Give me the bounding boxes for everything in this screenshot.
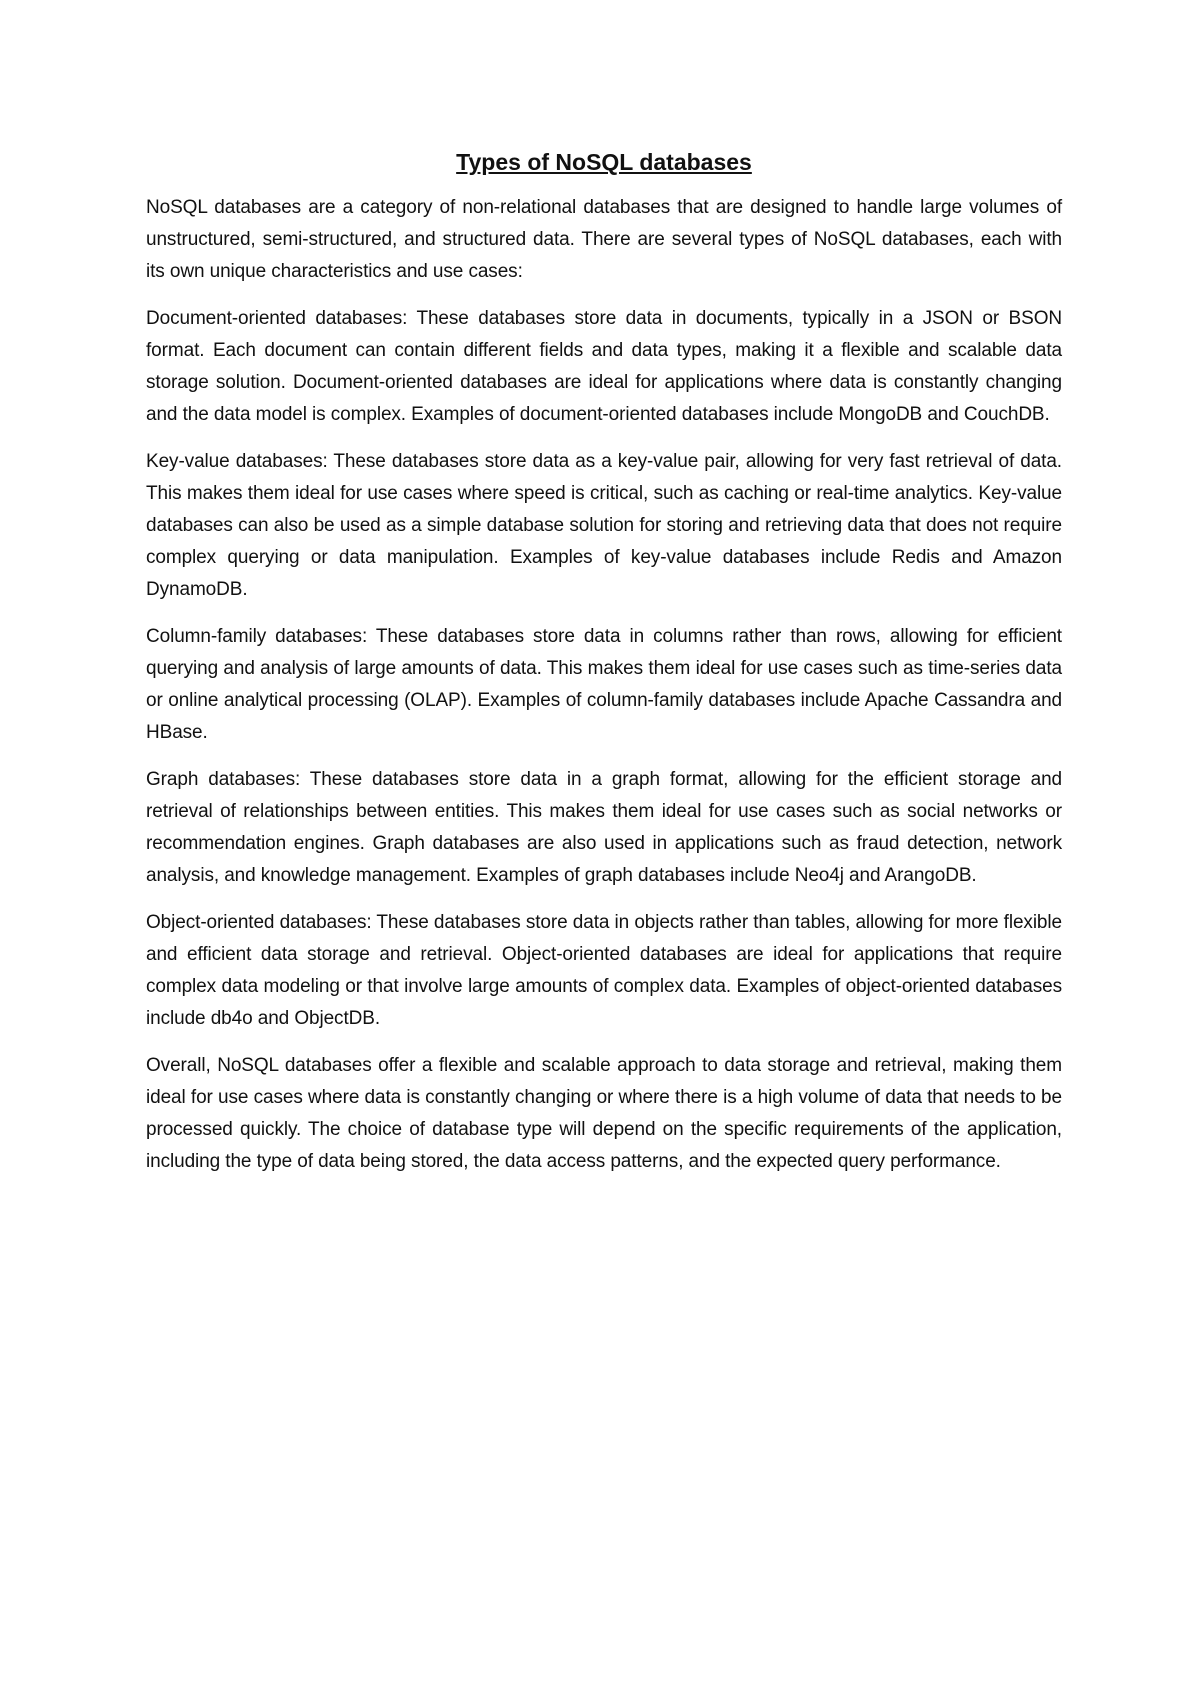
paragraph-key-value: Key-value databases: These databases store data as a key-value pair, allowing for very fast retrieval of data. This makes them ideal for use cases where speed is critical, such as caching or real-time analytics. Key-value databases can also be used as a simple database solution for storing and retrieving data that does not require complex querying or data manipulation. Examples of key-value databases include Redis and Amazon DynamoDB. [146,451,1062,600]
document-title: Types of NoSQL databases [456,149,752,175]
paragraph-document-oriented: Document-oriented databases: These databases store data in documents, typically in a JSON or BSON format. Each document can contain different fields and data types, making it a flexible and scalable data storage solution. Document-oriented databases are ideal for applications where data is constantly changing and the data model is complex. Examples of document-oriented databases include MongoDB and CouchDB. [146,308,1062,425]
paragraph-graph: Graph databases: These databases store data in a graph format, allowing for the efficient storage and retrieval of relationships between entities. This makes them ideal for use cases such as social networks or recommendation engines. Graph databases are also used in applications such as fraud detection, network analysis, and knowledge management. Examples of graph databases include Neo4j and ArangoDB. [146,769,1062,886]
paragraph-column-family: Column-family databases: These databases store data in columns rather than rows, allowing for efficient querying and analysis of large amounts of data. This makes them ideal for use cases such as time-series data or online analytical processing (OLAP). Examples of column-family databases include Apache Cassandra and HBase. [146,626,1062,743]
paragraph-intro: NoSQL databases are a category of non-relational databases that are designed to handle large volumes of unstructured, semi-structured, and structured data. There are several types of NoSQL databases, each with its own unique characteristics and use cases: [146,197,1062,282]
paragraph-overall: Overall, NoSQL databases offer a flexible and scalable approach to data storage and retrieval, making them ideal for use cases where data is constantly changing or where there is a high volume of data that needs to be processed quickly. The choice of database type will depend on the specific requirements of the application, including the type of data being stored, the data access patterns, and the expected query performance. [146,1055,1062,1172]
paragraph-object-oriented: Object-oriented databases: These databases store data in objects rather than tables, allowing for more flexible and efficient data storage and retrieval. Object-oriented databases are ideal for applications that require complex data modeling or that involve large amounts of complex data. Examples of object-oriented databases include db4o and ObjectDB. [146,912,1062,1029]
document-body [146,146,1062,1193]
